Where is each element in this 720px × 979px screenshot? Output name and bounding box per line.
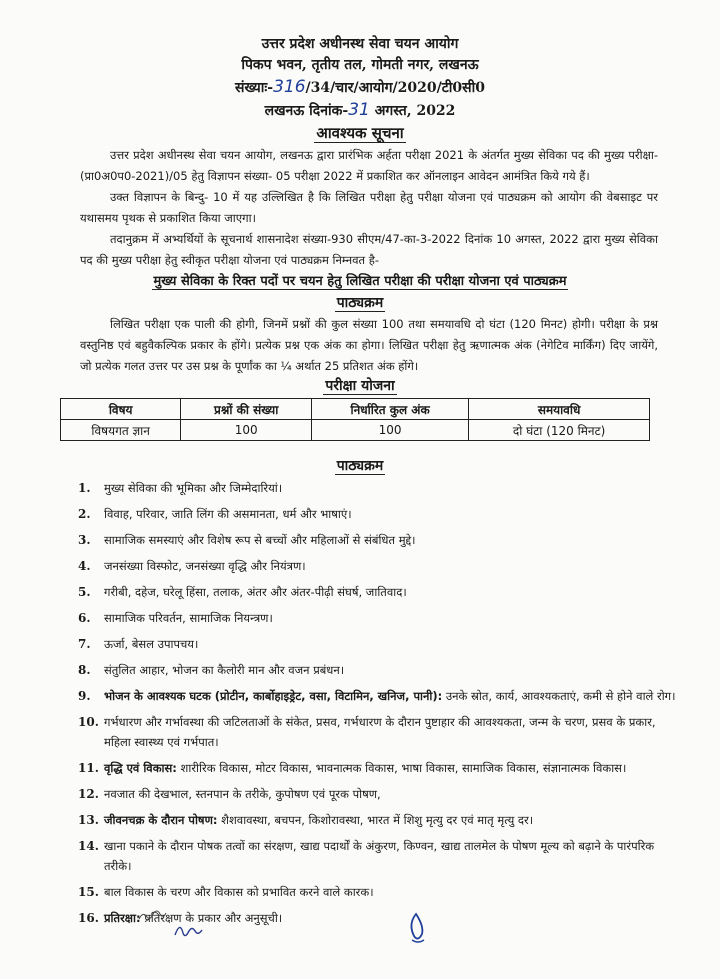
course-para: लिखित परीक्षा एक पाली की होगी, जिनमें प्रश्नों की कुल संख्या 100 तथा समयावधि दो घंटा (120 मिनट) होगी। परीक्षा के प्रश्न वस्तुनिष्ठ एवं बहुवैकल्पिक प्रकार के होंगे। प्रत्येक प्रश्न एक अंक का होगा। लिखित परीक्षा हेतु ऋणात्मक अंक (नेगेटिव मार्किंग) दिए जायेंगे, जो प्रत्येक गलत उत्तर पर उस प्रश्न के पूर्णांक का ¼ अर्थात 25 प्रतिशत अंक होंगे। <box>80 317 658 373</box>
handwritten-initials <box>135 905 215 949</box>
notice-title: आवश्यक सूचना <box>316 124 404 142</box>
course-title: पाठ्यक्रम <box>336 295 384 311</box>
list-item: 10. गर्भधारण और गर्भावस्था की जटिलताओं के संकेत, प्रसव, गर्भधारण के दौरान पुष्टाहार की आवश्यकता, जन्म के चरण, प्रसव के प्रकार, महिला स्वास्थ्य एवं गर्भपात। <box>78 715 656 749</box>
table-row <box>61 420 650 441</box>
table-cell: विषयगत ज्ञान <box>61 420 181 441</box>
notice-para-3: तदानुक्रम में अभ्यर्थियों के सूचनार्थ शासनादेश संख्या-930 सीएम/47-का-3-2022 दिनांक 10 अगस्त, 2022 द्वारा मुख्य सेविका पद की मुख्य परीक्षा हेतु स्वीकृत परीक्षा योजना एवं पाठ्यक्रम निम्नवत है- <box>80 232 658 267</box>
plan-title: परीक्षा योजना <box>325 378 395 394</box>
handwritten-date: 31 <box>348 100 370 120</box>
list-item: 5. गरीबी, दहेज, घरेलू हिंसा, तलाक, अंतर और अंतर-पीढ़ी संघर्ष, जातिवाद। <box>78 585 407 599</box>
list-item: 1. मुख्य सेविका की भूमिका और जिम्मेदारियां। <box>78 481 283 495</box>
table-header-row <box>61 399 650 420</box>
notice-para-2: उक्त विज्ञापन के बिन्दु- 10 में यह उल्लिखित है कि लिखित परीक्षा हेतु परीक्षा योजना एवं पाठ्यक्रम को आयोग की वेबसाइट पर यथासमय पृथक से प्रकाशित किया जाएगा। <box>80 190 658 225</box>
syllabus-title: पाठ्यक्रम <box>336 458 384 474</box>
table-header: निर्धारित कुल अंक <box>312 399 469 420</box>
list-item: 14. खाना पकाने के दौरान पोषक तत्वों का संरक्षण, खाद्य पदार्थों के अंकुरण, किण्वन, खाद्य तालमेल के पोषण मूल्य को बढ़ाने के पारंपरिक तरीके। <box>78 839 655 873</box>
notice-para-1: उत्तर प्रदेश अधीनस्थ सेवा चयन आयोग, लखनऊ द्वारा प्रारंभिक अर्हता परीक्षा 2021 के अंतर्गत मुख्य सेविका पद की मुख्य परीक्षा- (प्रा0अ0प0-2021)/05 हेतु विज्ञापन संख्या- 05 परीक्षा 2022 में प्रकाशित कर ऑनलाइन आवेदन आमंत्रित किये गये हैं। <box>80 148 658 183</box>
list-item: 6. सामाजिक परिवर्तन, सामाजिक नियन्त्रण। <box>78 611 273 625</box>
table-cell: दो घंटा (120 मिनट) <box>469 420 650 441</box>
list-item: 2. विवाह, परिवार, जाति लिंग की असमानता, धर्म और भाषाएं। <box>78 507 352 521</box>
main-heading: मुख्य सेविका के रिक्त पदों पर चयन हेतु लिखित परीक्षा की परीक्षा योजना एवं पाठ्यक्रम <box>153 274 567 289</box>
list-item: 3. सामाजिक समस्याएं और विशेष रूप से बच्चों और महिलाओं से संबंधित मुद्दे। <box>78 533 416 547</box>
list-item: 4. जनसंख्या विस्फोट, जनसंख्या वृद्धि और नियंत्रण। <box>78 559 306 573</box>
handwritten-ref: 316 <box>273 77 306 97</box>
reference-number: संख्याः-316/34/चार/आयोग/2020/टी0सी0 <box>235 77 485 97</box>
list-item: 15. बाल विकास के चरण और विकास को प्रभावित करने वाले कारक। <box>78 885 374 899</box>
table-cell: 100 <box>181 420 312 441</box>
list-item: 9. भोजन के आवश्यक घटक (प्रोटीन, कार्बोहाइड्रेट, वसा, विटामिन, खनिज, पानी): उनके स्रोत, कार्य, आवश्यकताएं, कमी से होने वाले रोग। <box>78 689 676 703</box>
list-item: 12. नवजात की देखभाल, स्तनपान के तरीके, कुपोषण एवं पूरक पोषण, <box>78 787 381 801</box>
org-name: उत्तर प्रदेश अधीनस्थ सेवा चयन आयोग <box>261 36 459 52</box>
table-header: प्रश्नों की संख्या <box>181 399 312 420</box>
exam-plan-table <box>60 398 650 441</box>
list-item: 13. जीवनचक्र के दौरान पोषण: शैशवावस्था, बचपन, किशोरावस्था, भारत में शिशु मृत्यु दर एवं मातृ मृत्यु दर। <box>78 813 534 827</box>
list-item: 16. प्रतिरक्षा: प्रतिरक्षण के प्रकार और अनुसूची। <box>78 911 283 925</box>
notice-date: लखनऊ दिनांक-31 अगस्त, 2022 <box>264 100 456 120</box>
signature <box>402 910 432 950</box>
list-item: 11. वृद्धि एवं विकास: शारीरिक विकास, मोटर विकास, भावनात्मक विकास, भाषा विकास, सामाजिक विकास, संज्ञानात्मक विकास। <box>78 761 627 775</box>
list-item: 7. ऊर्जा, बेसल उपापचय। <box>78 637 199 651</box>
table-cell: 100 <box>312 420 469 441</box>
list-item: 8. संतुलित आहार, भोजन का कैलोरी मान और वजन प्रबंधन। <box>78 663 345 677</box>
syllabus-list <box>78 478 678 928</box>
table-header: समयावधि <box>469 399 650 420</box>
org-address: पिकप भवन, तृतीय तल, गोमती नगर, लखनऊ <box>241 57 479 73</box>
table-header: विषय <box>61 399 181 420</box>
